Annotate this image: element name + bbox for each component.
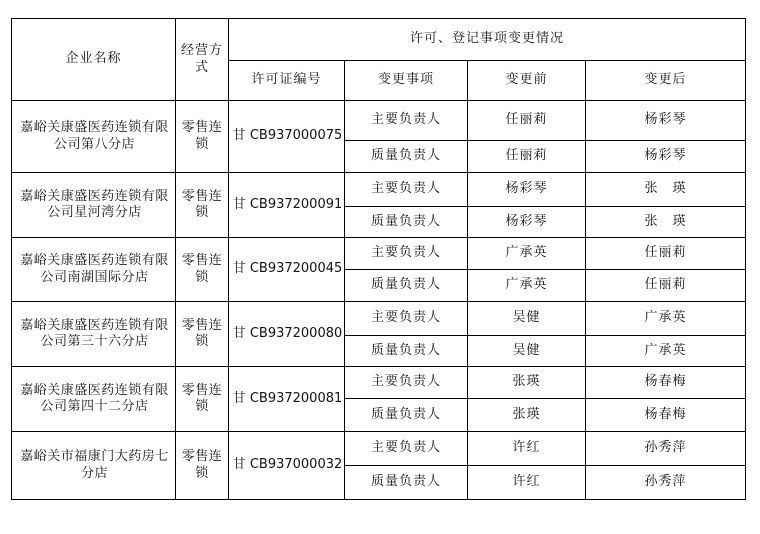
company-name: 嘉峪关康盛医药连锁有限公司南湖国际分店 xyxy=(12,238,176,302)
license-change-table xyxy=(11,18,746,500)
header-item: 变更事项 xyxy=(345,61,468,101)
header-mode: 经营方式 xyxy=(176,19,229,101)
header-company: 企业名称 xyxy=(12,19,176,101)
value-before: 杨彩琴 xyxy=(468,173,586,207)
table-row xyxy=(12,302,746,336)
change-item: 质量负责人 xyxy=(345,270,468,302)
value-after: 任丽莉 xyxy=(586,238,746,270)
operation-mode: 零售连锁 xyxy=(176,432,229,500)
change-item: 主要负责人 xyxy=(345,173,468,207)
value-before: 张瑛 xyxy=(468,399,586,432)
value-before: 广承英 xyxy=(468,238,586,270)
value-before: 任丽莉 xyxy=(468,141,586,173)
value-before: 张瑛 xyxy=(468,367,586,399)
value-after: 杨彩琴 xyxy=(586,141,746,173)
value-before: 广承英 xyxy=(468,270,586,302)
company-name: 嘉峪关市福康门大药房七分店 xyxy=(12,432,176,500)
header-after: 变更后 xyxy=(586,61,746,101)
change-item: 主要负责人 xyxy=(345,302,468,336)
value-after: 杨春梅 xyxy=(586,367,746,399)
value-after: 杨春梅 xyxy=(586,399,746,432)
license-number: 甘 CB937000075 xyxy=(229,101,345,173)
license-number: 甘 CB937200091 xyxy=(229,173,345,238)
value-before: 任丽莉 xyxy=(468,101,586,141)
header-before: 变更前 xyxy=(468,61,586,101)
value-after: 张 瑛 xyxy=(586,173,746,207)
company-name: 嘉峪关康盛医药连锁有限公司星河湾分店 xyxy=(12,173,176,238)
table-row xyxy=(12,238,746,270)
operation-mode: 零售连锁 xyxy=(176,238,229,302)
table-row xyxy=(12,101,746,141)
table-row xyxy=(12,432,746,466)
license-number: 甘 CB937200080 xyxy=(229,302,345,367)
operation-mode: 零售连锁 xyxy=(176,101,229,173)
header-change-group: 许可、登记事项变更情况 xyxy=(229,19,746,61)
operation-mode: 零售连锁 xyxy=(176,173,229,238)
value-after: 孙秀萍 xyxy=(586,432,746,466)
company-name: 嘉峪关康盛医药连锁有限公司第三十六分店 xyxy=(12,302,176,367)
license-number: 甘 CB937200045 xyxy=(229,238,345,302)
value-after: 张 瑛 xyxy=(586,207,746,238)
value-before: 许红 xyxy=(468,432,586,466)
change-item: 主要负责人 xyxy=(345,432,468,466)
change-item: 质量负责人 xyxy=(345,141,468,173)
value-before: 吴健 xyxy=(468,336,586,367)
change-item: 主要负责人 xyxy=(345,367,468,399)
change-item: 质量负责人 xyxy=(345,336,468,367)
license-number: 甘 CB937000032 xyxy=(229,432,345,500)
company-name: 嘉峪关康盛医药连锁有限公司第四十二分店 xyxy=(12,367,176,432)
change-item: 质量负责人 xyxy=(345,207,468,238)
value-after: 孙秀萍 xyxy=(586,466,746,500)
change-item: 质量负责人 xyxy=(345,466,468,500)
value-after: 广承英 xyxy=(586,336,746,367)
license-number: 甘 CB937200081 xyxy=(229,367,345,432)
table-row xyxy=(12,367,746,399)
value-after: 广承英 xyxy=(586,302,746,336)
change-item: 质量负责人 xyxy=(345,399,468,432)
operation-mode: 零售连锁 xyxy=(176,367,229,432)
change-item: 主要负责人 xyxy=(345,101,468,141)
operation-mode: 零售连锁 xyxy=(176,302,229,367)
change-item: 主要负责人 xyxy=(345,238,468,270)
value-before: 许红 xyxy=(468,466,586,500)
table-row xyxy=(12,173,746,207)
company-name: 嘉峪关康盛医药连锁有限公司第八分店 xyxy=(12,101,176,173)
header-license: 许可证编号 xyxy=(229,61,345,101)
value-before: 吴健 xyxy=(468,302,586,336)
value-before: 杨彩琴 xyxy=(468,207,586,238)
value-after: 杨彩琴 xyxy=(586,101,746,141)
value-after: 任丽莉 xyxy=(586,270,746,302)
